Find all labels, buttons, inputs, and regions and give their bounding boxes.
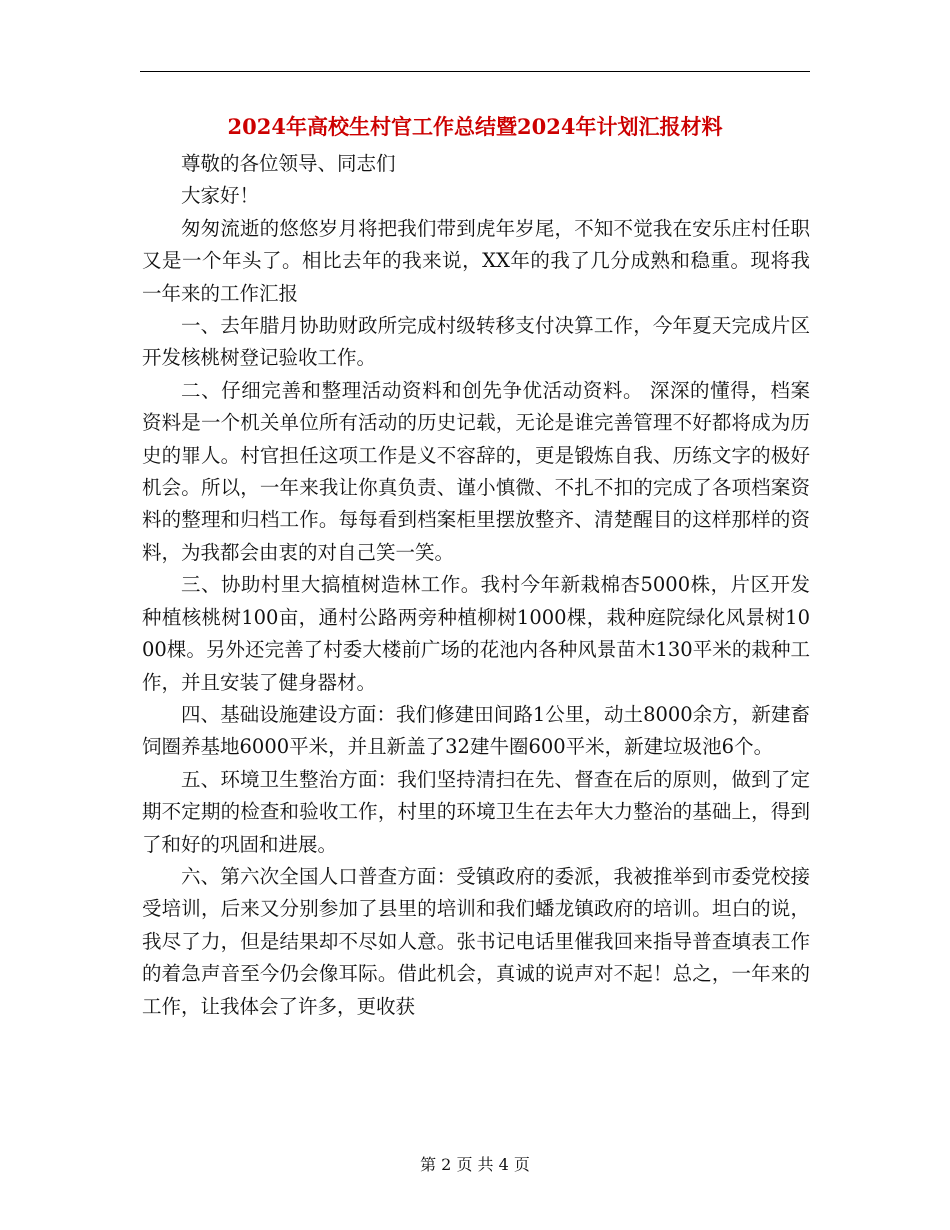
section-4-paragraph: 四、基础设施建设方面：我们修建田间路1公里，动土8000余方，新建畜饲圈养基地6000平米，并且新盖了32建牛圈600平米，新建垃圾池6个。	[142, 702, 810, 759]
page-number: 第 2 页 共 4 页	[420, 1155, 530, 1174]
section-1-paragraph: 一、去年腊月协助财政所完成村级转移支付决算工作，今年夏天完成片区开发核桃树登记验收工作。	[142, 314, 810, 370]
intro-paragraph: 匆匆流逝的悠悠岁月将把我们带到虎年岁尾，不知不觉我在安乐庄村任职又是一个年头了。相比去年的我来说，XX年的我了几分成熟和稳重。现将我一年来的工作汇报	[142, 216, 810, 305]
section-6-paragraph: 六、第六次全国人口普查方面：受镇政府的委派，我被推举到市委党校接受培训，后来又分别参加了县里的培训和我们蟠龙镇政府的培训。坦白的说，我尽了力，但是结果却不尽如人意。张书记电话里催我回来指导普查填表工作的着急声音至今仍会像耳际。借此机会，真诚的说声对不起！总之，一年来的工作，让我体会了许多，更收获	[142, 864, 810, 1018]
salutation: 尊敬的各位领导、同志们	[181, 152, 396, 175]
header-rule	[140, 71, 810, 72]
greeting: 大家好！	[181, 184, 260, 208]
section-5-paragraph: 五、环境卫生整治方面：我们坚持清扫在先、督查在后的原则，做到了定期不定期的检查和验收工作，村里的环境卫生在去年大力整治的基础上，得到了和好的巩固和进展。	[142, 767, 810, 856]
section-2-paragraph: 二、仔细完善和整理活动资料和创先争优活动资料。 深深的懂得，档案资料是一个机关单位所有活动的历史记载，无论是谁完善管理不好都将成为历史的罪人。村官担任这项工作是义不容辞的，更是锻炼自我、历练文字的极好机会。所以，一年来我让你真负责、谨小慎微、不扎不扣的完成了各项档案资料的整理和归档工作。每每看到档案柜里摆放整齐、清楚醒目的这样那样的资料，为我都会由衷的对自己笑一笑。	[142, 378, 810, 564]
document-body	[142, 148, 810, 1023]
document-title: 2024年高校生村官工作总结暨2024年计划汇报材料	[227, 114, 723, 139]
section-3-paragraph: 三、协助村里大搞植树造林工作。我村今年新栽棉杏5000株，片区开发种植核桃树100亩，通村公路两旁种植柳树1000棵，栽种庭院绿化风景树1000棵。另外还完善了村委大楼前广场的花池内各种风景苗木130平米的栽种工作，并且安装了健身器材。	[142, 573, 810, 694]
